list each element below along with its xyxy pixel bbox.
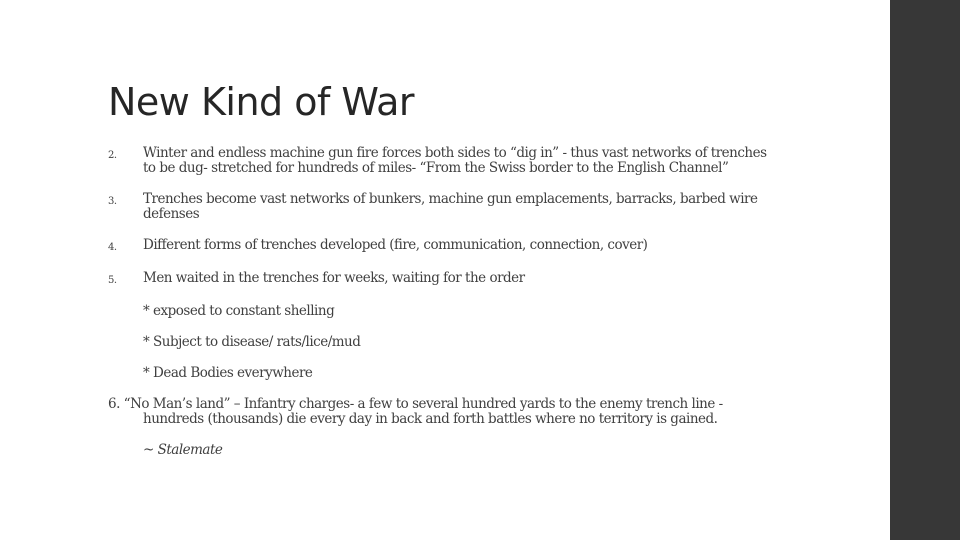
list-item-text: Winter and endless machine gun fire forces both sides to “dig in” - thus vast networks of trenches to be dug- stretched for hundreds of miles- “From the Swiss border to the English Channel” [143,145,767,176]
list-item-text: Different forms of trenches developed (fire, communication, connection, cover) [143,237,648,253]
list-item-text: Trenches become vast networks of bunkers, machine gun emplacements, barracks, barbed wire defenses [143,191,758,222]
list-item-number: 4. [108,242,117,253]
list-item-no-mans-land: 6. “No Man’s land” – Infantry charges- a few to several hundred yards to the enemy trench line - hundreds (thousands) die every day in back and forth battles where no territory is gained. [108,396,723,427]
subpoint-dead-bodies: * Dead Bodies everywhere [143,365,313,381]
slide-title: New Kind of War [108,80,414,124]
subpoint-disease: * Subject to disease/ rats/lice/mud [143,334,361,350]
list-item [108,271,768,288]
list-item-text: Men waited in the trenches for weeks, waiting for the order [143,270,525,286]
subpoint-shelling: * exposed to constant shelling [143,303,335,319]
slide-body [108,146,768,458]
list-item [108,192,768,222]
list-item [108,146,768,176]
right-sidebar-bar [890,0,960,540]
list-item-number: 5. [108,275,117,286]
stalemate-note: ~ Stalemate [143,442,223,458]
list-item [108,238,768,255]
list-item-number: 2. [108,150,117,161]
list-item-number: 3. [108,196,117,207]
